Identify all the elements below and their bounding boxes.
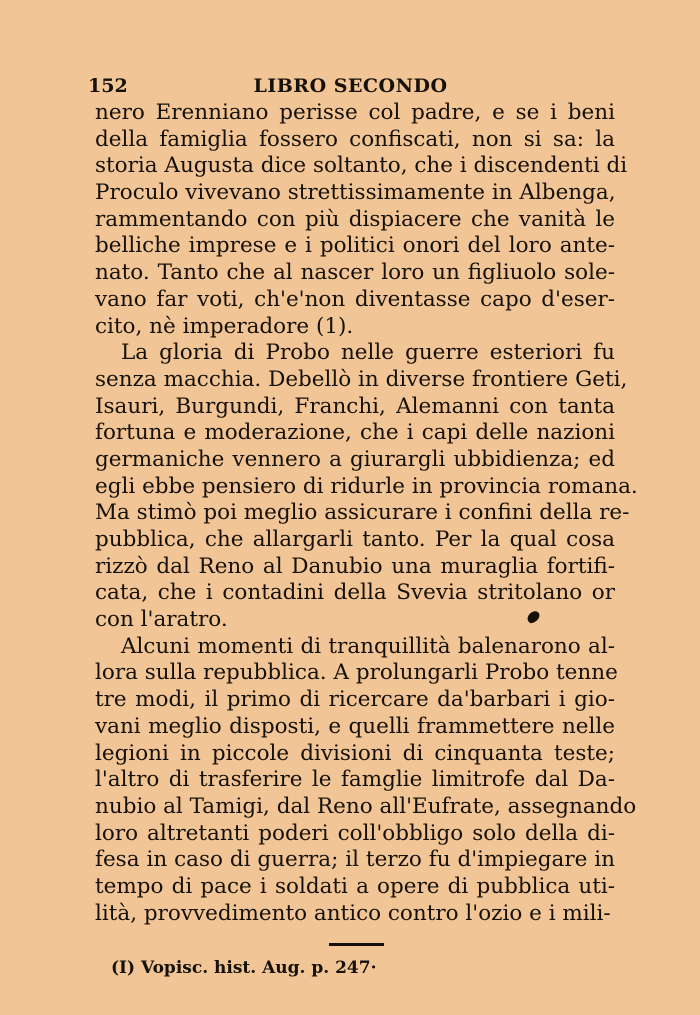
- text-line: rammentando con più dispiacere che vanità le: [95, 206, 615, 232]
- text-line: Ma stimò poi meglio assicurare i confini della re-: [95, 500, 630, 526]
- text-line: germaniche vennero a giurargli ubbidienza; ed: [95, 446, 615, 472]
- text-line: senza macchia. Debellò in diverse frontiere Geti,: [95, 366, 628, 392]
- text-line: nero Erenniano perisse col padre, e se i beni: [95, 100, 615, 125]
- text-line: con l'aratro.: [95, 607, 228, 633]
- text-line: storia Augusta dice soltanto, che i discendenti di: [95, 153, 628, 179]
- text-line: l'altro di trasferire le famglie limitrofe dal Da-: [95, 767, 615, 793]
- text-line: belliche imprese e i politici onori del loro ante-: [95, 233, 615, 259]
- text-line: legioni in piccole divisioni di cinquanta teste;: [95, 740, 615, 766]
- text-line: lità, provvedimento antico contro l'ozio e i mili-: [95, 900, 611, 926]
- text-line: cata, che i contadini della Svevia stritolano or: [95, 580, 615, 606]
- text-line: Alcuni momenti di tranquillità balenarono al-: [121, 633, 615, 659]
- footnote: (I) Vopisc. hist. Aug. p. 247·: [111, 958, 377, 978]
- page-number: 152: [88, 75, 128, 97]
- text-line: rizzò dal Reno al Danubio una muraglia fortifi-: [95, 553, 615, 579]
- text-line: La gloria di Probo nelle guerre esteriori fu: [121, 340, 615, 366]
- text-line: della famiglia fossero confiscati, non si sa: la: [95, 126, 615, 152]
- text-line: fesa in caso di guerra; il terzo fu d'impiegare in: [95, 847, 615, 873]
- body-text: [95, 100, 638, 927]
- text-line: vani meglio disposti, e quelli frammettere nelle: [95, 713, 615, 739]
- text-line: tempo di pace i soldati a opere di pubblica uti-: [95, 873, 615, 899]
- page-header: [88, 72, 613, 100]
- text-line: loro altretanti poderi coll'obbligo solo della di-: [95, 820, 615, 846]
- text-line: cito, nè imperadore (1).: [95, 313, 354, 339]
- text-line: nubio al Tamigi, dal Reno all'Eufrate, assegnando: [95, 793, 637, 819]
- text-line: Isauri, Burgundi, Franchi, Alemanni con tanta: [95, 393, 615, 419]
- text-line: lora sulla repubblica. A prolungarli Probo tenne: [95, 660, 618, 686]
- text-line: pubblica, che allargarli tanto. Per la qual cosa: [95, 527, 615, 552]
- text-line: Proculo vivevano strettissimamente in Albenga,: [95, 180, 616, 206]
- footnote-rule: [329, 943, 384, 946]
- text-line: nato. Tanto che al nascer loro un figliuolo sole-: [95, 260, 615, 286]
- running-title: LIBRO SECONDO: [253, 75, 448, 97]
- text-line: fortuna e moderazione, che i capi delle nazioni: [95, 420, 615, 446]
- text-line: egli ebbe pensiero di ridurle in provincia romana.: [95, 473, 638, 499]
- text-line: vano far voti, ch'e'non diventasse capo d'eser-: [95, 286, 615, 312]
- text-line: tre modi, il primo di ricercare da'barbari i gio-: [95, 687, 615, 713]
